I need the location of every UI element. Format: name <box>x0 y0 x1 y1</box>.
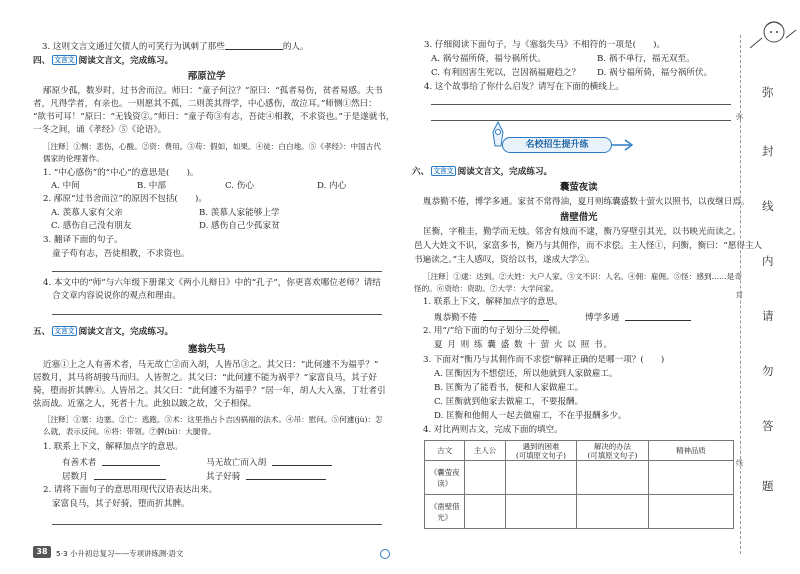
passage-title: 囊萤夜读 <box>560 182 598 193</box>
comparison-table <box>424 440 734 529</box>
word-item <box>62 456 160 469</box>
table-header-cell: 古文 <box>425 441 465 461</box>
passage-note: 怪的。⑥资给：资助。⑦大学：大学问家。 <box>414 284 559 293</box>
passage-line: 匡衡，字稚圭，勤学而无烛。邻舍有烛而不逮，衡乃穿壁引其光，以书映光而读之。 <box>423 227 741 237</box>
answer-line[interactable] <box>431 120 731 121</box>
word: 其子好骑 <box>206 472 241 482</box>
q5-2-sentence: 家富良马，其子好骑，堕而折其髀。 <box>52 499 190 509</box>
answer-blank[interactable] <box>625 311 691 321</box>
q2-stem: 2. 邴原“过书舍而泣”的原因不包括( )。 <box>43 194 207 204</box>
word: 博学多通 <box>585 313 620 323</box>
page-number: 38 <box>33 546 51 558</box>
r-q3-option-b[interactable]: B. 祸不单行，福无双至。 <box>597 54 695 64</box>
r-q3-option-c[interactable]: C. 有利因害生死以，岂因祸福避趋之？ <box>431 68 581 78</box>
passage-line: 胤恭勤不倦，博学多通。家贫不常得油，夏月则练囊盛数十萤火以照书，以夜继日焉。 <box>423 197 750 207</box>
r-q3b-option-b[interactable]: B. 匡衡为了能看书，便和人家做雇工。 <box>434 383 584 393</box>
section-4-heading <box>33 55 173 67</box>
answer-blank[interactable] <box>225 40 283 50</box>
answer-line[interactable] <box>431 104 731 105</box>
answer-blank[interactable] <box>483 311 549 321</box>
q3-stem: 3. 翻译下面的句子。 <box>43 235 123 245</box>
answer-line[interactable] <box>52 314 382 315</box>
table-row <box>425 495 734 529</box>
section-title: 阅读文言文，完成练习。 <box>78 327 174 337</box>
gutter-char: 勿 <box>762 364 774 378</box>
r-q3-option-a[interactable]: A. 祸兮福所倚，福兮祸所伏。 <box>431 54 546 64</box>
gutter-small-text: 封 <box>736 291 743 299</box>
word-item <box>206 470 326 483</box>
answer-blank[interactable] <box>246 470 326 480</box>
passage-line: 一冬之间，诵《孝经》⑤《论语》。 <box>33 125 167 135</box>
gutter-small-text: 弥 <box>736 113 743 121</box>
q4-line2: 合文章内容说说你的观点和理由。 <box>52 291 181 301</box>
word-item <box>434 311 549 324</box>
r-q3-stem: 3. 仔细阅读下面句子，与《塞翁失马》不相符的一项是( )。 <box>424 40 666 50</box>
word-item <box>206 456 332 469</box>
section-label: 六、 <box>412 167 430 177</box>
r-q3-option-d[interactable]: D. 祸兮福所倚，福兮祸所伏。 <box>597 68 713 78</box>
table-cell[interactable] <box>505 495 577 529</box>
table-header-row <box>425 441 734 461</box>
table-cell[interactable] <box>648 461 733 495</box>
passage-title: 塞翁失马 <box>188 344 226 355</box>
passage-note: ［注释］①塞：边塞。②亡：逃跑。③术：这里指占卜吉凶祸福的法术。④吊：慰问。⑤何遽(jù)：怎么就，表示反问。⑥将：带领。⑦髀(bì)：大腿骨。 <box>43 415 383 436</box>
gutter-char: 弥 <box>762 85 774 99</box>
q1-option-a[interactable]: A. 中间 <box>51 181 80 191</box>
gutter-char: 封 <box>762 144 774 158</box>
q3-sentence: 童子苟有志，吾徒相教，不求资也。 <box>52 249 190 259</box>
table-header-cell: 精神品质 <box>648 441 733 461</box>
passage-line: 近塞①上之人有善术者，马无故亡②而入胡，人皆吊③之。其父曰：“此何遽不为福乎？” <box>43 360 379 370</box>
gutter-char: 线 <box>762 199 774 213</box>
decor-circle-icon <box>380 549 390 559</box>
r-q2-sentence: 夏 月 则 练 囊 盛 数 十 萤 火 以 照 书。 <box>434 340 614 350</box>
answer-line[interactable] <box>52 271 382 272</box>
table-row <box>425 461 734 495</box>
q1-option-b[interactable]: B. 中部 <box>137 181 166 191</box>
promo-banner: 名校招生提升练 <box>502 137 612 153</box>
q2-option-b[interactable]: B. 羡慕人家能够上学 <box>199 208 280 218</box>
q4-line1: 4. 本文中的“师”与六年级下册课文《两小儿辩日》中的“孔子”，你更喜欢哪位老师？请结 <box>43 278 381 288</box>
left-q3-top <box>42 40 309 53</box>
r-q3b-option-c[interactable]: C. 匡衡就到他家去做雇工，不要报酬。 <box>434 397 584 407</box>
tag-badge: 文言文 <box>54 56 75 64</box>
q1-option-d[interactable]: D. 内心 <box>317 181 347 191</box>
tag-badge: 文言文 <box>433 167 454 175</box>
cartoon-character-icon <box>744 18 800 58</box>
tag-badge: 文言文 <box>54 327 75 335</box>
passage-line: 书遍读之。”主人感叹，资给以书，遂成大学②。 <box>414 255 595 265</box>
arrow-decoration-icon <box>612 138 636 152</box>
gutter-char: 请 <box>762 309 774 323</box>
word: 马无故亡而入胡 <box>206 458 267 468</box>
table-cell[interactable] <box>465 461 505 495</box>
r-q4-stem: 4. 这个故事给了你什么启发？请写在下面的横线上。 <box>424 82 624 92</box>
word: 居数月 <box>62 472 88 482</box>
answer-line[interactable] <box>52 524 382 525</box>
table-cell[interactable] <box>505 461 577 495</box>
q2-option-c[interactable]: C. 感伤自己没有朋友 <box>51 221 132 231</box>
q5-1-stem: 1. 联系上下文，解释加点字的意思。 <box>43 442 183 452</box>
gutter-small-text: 线 <box>736 459 743 467</box>
section-6-heading <box>412 166 552 178</box>
passage-line: 骑，堕而折其髀④。人皆吊之。其父曰：“此何遽不为福乎？”居一年，胡人大入塞，丁壮者引 <box>33 386 386 396</box>
word: 有善术者 <box>62 458 97 468</box>
q2-option-d[interactable]: D. 感伤自己少孤家贫 <box>199 221 280 231</box>
q5-2-stem: 2. 请将下面句子的意思用现代汉语表达出来。 <box>43 485 218 495</box>
q1-stem: 1. “中心感伤”的“中心”的意思是( )。 <box>43 168 199 178</box>
answer-blank[interactable] <box>102 456 160 466</box>
word: 胤恭勤不倦 <box>434 313 477 323</box>
book-title: 5·3 小升初总复习——专项讲练测·语文 <box>56 549 184 558</box>
passage-line: 弦而战。近塞之人，死者十九。此独以跛之故，父子相保。 <box>33 399 257 409</box>
table-cell[interactable] <box>577 461 649 495</box>
passage-line: 邴原少孤，数岁时，过书舍而泣。师曰：“童子何泣？”原曰：“孤者易伤，贫者易感。夫书 <box>43 86 383 96</box>
q3-top-text: 3. 这则文言文通过欠债人的可笑行为讽刺了那些 <box>42 42 225 52</box>
gutter-char: 内 <box>762 254 774 268</box>
table-header-cell: 遇到的困难 (可填原文句子) <box>505 441 577 461</box>
passage-title: 邴原泣学 <box>188 71 226 82</box>
word-item <box>585 311 691 324</box>
r-q1-stem: 1. 联系上下文，解释加点字的意思。 <box>423 297 563 307</box>
r-q4b-stem: 4. 对比两则古文，完成下面的填空。 <box>423 425 563 435</box>
passage-line: “欲书可耳！”原曰：“无钱资②。”师曰：“童子苟③有志，吾徒④相教，不求资也。”于是遂就书， <box>33 112 395 122</box>
table-cell: 《凿壁借光》 <box>425 495 465 529</box>
passage-note: ［注释］①恻：悲伤，心酸。②资：费用。③苟：假如，如果。④徒：白白地。⑤《孝经》：中国古代儒家的伦理著作。 <box>43 142 381 163</box>
passage-note: ［注释］①逮：达到。②大姓：大户人家。③文不识：人名。④佣：雇佣。⑤怪：感到……是奇 <box>423 272 742 281</box>
r-q3b-option-d[interactable]: D. 匡衡和他佣人一起去做雇工，不在乎报酬多少。 <box>434 411 627 421</box>
gutter-char: 题 <box>762 479 774 493</box>
table-cell[interactable] <box>648 495 733 529</box>
passage-line: 者，凡得学者，有亲也。一则愿其不孤，二则羡其得学，中心感伤，故泣耳。”师恻①然曰： <box>33 99 377 109</box>
passage-line: 邑人大姓文不识，家富多书，衡乃与其佣作，而不求偿。主人怪①，问衡，衡曰：“愿得主人 <box>414 241 763 251</box>
section-5-heading <box>33 326 173 338</box>
r-q3b-stem: 3. 下面对“衡乃与其佣作而不求偿”解释正确的是哪一项？( ) <box>423 355 665 365</box>
q3-top-tail: 的人。 <box>282 42 309 52</box>
q2-option-a[interactable]: A. 羡慕人家有父亲 <box>51 208 123 218</box>
gutter-char: 答 <box>762 419 774 433</box>
section-label: 四、 <box>33 56 51 66</box>
table-cell[interactable] <box>465 495 505 529</box>
section-title: 阅读文言文，完成练习。 <box>457 167 553 177</box>
table-header-cell: 解决的办法 (可填原文句子) <box>577 441 649 461</box>
table-header-cell: 主人公 <box>465 441 505 461</box>
q1-option-c[interactable]: C. 伤心 <box>225 181 254 191</box>
passage-line: 居数月，其马将胡骏马而归。人皆贺之。其父曰：“此何遽不能为祸乎？”家富良马，其子好 <box>33 373 377 383</box>
section-title: 阅读文言文，完成练习。 <box>78 56 174 66</box>
answer-blank[interactable] <box>272 456 332 466</box>
r-q3b-option-a[interactable]: A. 匡衡因为不想偿还，所以他就到人家做雇工。 <box>434 369 618 379</box>
answer-blank[interactable] <box>94 470 166 480</box>
r-q2-stem: 2. 用“/”给下面的句子划分三处停顿。 <box>423 326 566 336</box>
section-label: 五、 <box>33 327 51 337</box>
word-item <box>62 470 166 483</box>
table-cell: 《囊萤夜读》 <box>425 461 465 495</box>
passage-title: 凿壁借光 <box>560 212 598 223</box>
table-cell[interactable] <box>577 495 649 529</box>
